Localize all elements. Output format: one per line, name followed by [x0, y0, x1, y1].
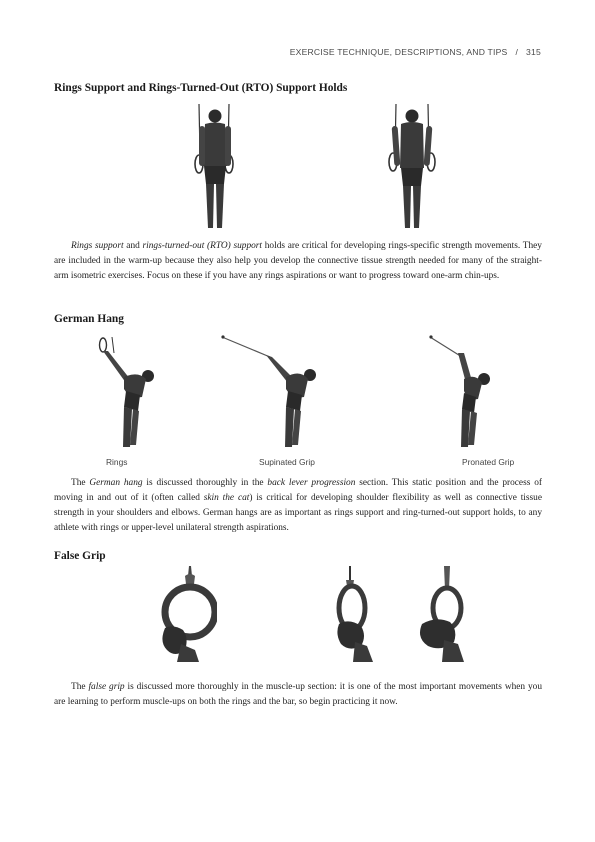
text-run: is discussed thoroughly in the	[142, 478, 268, 488]
term-skin-the-cat: skin the cat	[203, 493, 250, 503]
heading-german-hang: German Hang	[54, 313, 124, 325]
caption-rings: Rings	[106, 457, 128, 467]
figure-false-grip-side-2	[414, 566, 466, 662]
heading-rings-support: Rings Support and Rings-Turned-Out (RTO) Support Holds	[54, 82, 348, 94]
figure-rto-support	[382, 104, 442, 232]
heading-false-grip: False Grip	[54, 550, 106, 562]
caption-supinated-grip: Supinated Grip	[259, 457, 315, 467]
figure-german-hang-rings	[94, 335, 156, 450]
paragraph-false-grip	[54, 680, 542, 710]
term-back-lever-progression: back lever progression	[267, 478, 356, 488]
paragraph-german-hang	[54, 476, 542, 536]
text-run: The	[71, 682, 89, 692]
figure-false-grip-front	[155, 566, 217, 662]
figure-german-hang-pronated	[428, 335, 496, 450]
text-run: The	[71, 478, 90, 488]
figure-german-hang-supinated	[220, 335, 320, 450]
term-false-grip: false grip	[88, 682, 125, 692]
term-rings-support: Rings support	[71, 241, 124, 251]
text-run: is discussed more thoroughly in the muscle-up section: it is one of the most important movements when you are learning to perform muscle-ups on both the rings and the bar, so begin practicing it now.	[54, 682, 542, 707]
figure-rings-support	[185, 104, 245, 232]
caption-pronated-grip: Pronated Grip	[462, 457, 515, 467]
text-run: holds are critical for developing rings-specific strength movements. They are included in the warm-up because they also help you develop the connective tissue strength needed for many of the straight-arm isometric exercises. Focus on these if you have any rings aspirations or want to progress toward one-arm chin-ups.	[54, 241, 542, 281]
term-rto-support: rings-turned-out (RTO) support	[142, 241, 263, 251]
paragraph-rings-support	[54, 239, 542, 284]
text-run: ) is critical for developing shoulder flexibility as well as connective tissue strength in your shoulders and elbows. German hangs are as important as rings support and ring-turned-out support holds, to any athlete with rings or upper-level unilateral strength aspirations.	[54, 493, 542, 533]
page-number: 315	[526, 47, 541, 57]
text-run: section. This static position and the process of moving in and out of it (often called	[54, 478, 542, 503]
text-run: and	[123, 241, 143, 251]
running-head-separator: /	[515, 47, 519, 57]
term-german-hang: German hang	[89, 478, 143, 488]
figure-false-grip-side-1	[335, 566, 377, 662]
running-head	[290, 47, 541, 57]
running-title: EXERCISE TECHNIQUE, DESCRIPTIONS, AND TIPS	[289, 47, 508, 57]
